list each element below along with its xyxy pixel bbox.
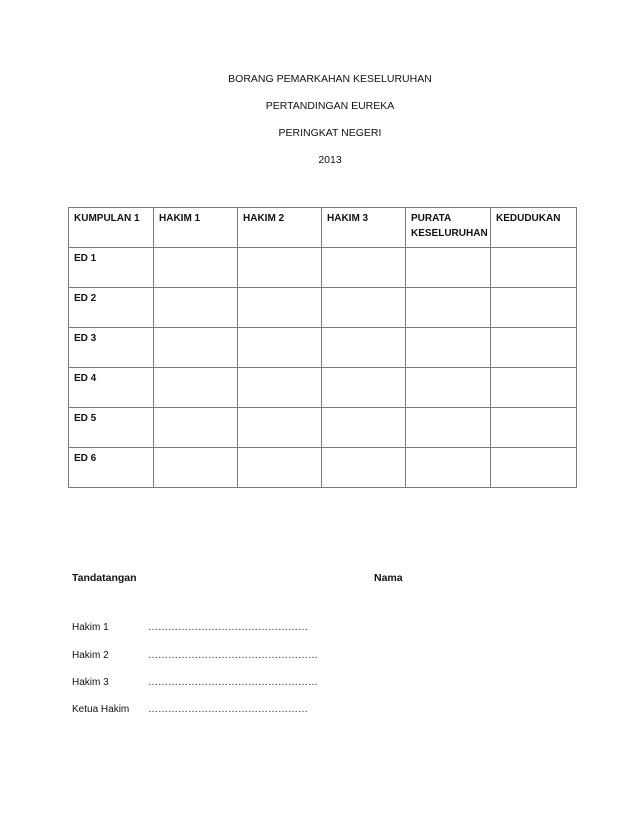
level-title: PERINGKAT NEGERI	[278, 127, 382, 139]
score-cell	[322, 408, 406, 448]
score-cell	[491, 368, 577, 408]
table-header-row	[69, 208, 577, 248]
score-cell	[491, 248, 577, 288]
signature-heading: Tandatangan	[72, 572, 137, 584]
signature-dotted-line: …………………………………………	[148, 622, 308, 633]
signature-label: Hakim 2	[72, 650, 109, 661]
table-row	[69, 248, 577, 288]
table-row	[69, 288, 577, 328]
row-label: ED 6	[69, 448, 154, 488]
score-cell	[154, 288, 238, 328]
score-cell	[322, 368, 406, 408]
table-row	[69, 408, 577, 448]
signature-line	[72, 704, 308, 715]
column-header: KUMPULAN 1	[69, 208, 154, 248]
signature-label: Hakim 3	[72, 677, 109, 688]
column-header: HAKIM 2	[238, 208, 322, 248]
score-cell	[322, 448, 406, 488]
year-title: 2013	[318, 154, 342, 166]
score-cell	[322, 248, 406, 288]
score-cell	[406, 408, 491, 448]
signature-line	[72, 650, 318, 661]
competition-title: PERTANDINGAN EUREKA	[265, 100, 395, 112]
score-cell	[491, 288, 577, 328]
score-cell	[322, 288, 406, 328]
signature-line	[72, 622, 308, 633]
score-cell	[154, 408, 238, 448]
score-cell	[154, 328, 238, 368]
score-cell	[491, 448, 577, 488]
score-cell	[154, 368, 238, 408]
score-cell	[406, 328, 491, 368]
score-cell	[322, 328, 406, 368]
score-cell	[491, 408, 577, 448]
table-row	[69, 328, 577, 368]
signature-line	[72, 677, 318, 688]
signature-dotted-line: …………………………………………	[148, 704, 308, 715]
score-cell	[491, 328, 577, 368]
score-cell	[406, 288, 491, 328]
column-header: HAKIM 3	[322, 208, 406, 248]
signature-label: Hakim 1	[72, 622, 109, 633]
score-cell	[238, 368, 322, 408]
score-cell	[154, 248, 238, 288]
score-table	[68, 207, 577, 488]
score-cell	[154, 448, 238, 488]
column-header: HAKIM 1	[154, 208, 238, 248]
score-cell	[238, 408, 322, 448]
score-cell	[238, 328, 322, 368]
form-title: BORANG PEMARKAHAN KESELURUHAN	[228, 73, 432, 85]
score-cell	[238, 448, 322, 488]
signature-dotted-line: ……………………………………………	[148, 677, 318, 688]
score-cell	[406, 368, 491, 408]
signature-label: Ketua Hakim	[72, 704, 130, 715]
score-cell	[406, 448, 491, 488]
column-header: KEDUDUKAN	[491, 208, 577, 248]
row-label: ED 4	[69, 368, 154, 408]
name-heading: Nama	[374, 572, 403, 584]
score-cell	[238, 248, 322, 288]
score-cell	[238, 288, 322, 328]
column-header: PURATA KESELURUHAN	[406, 208, 491, 248]
row-label: ED 2	[69, 288, 154, 328]
row-label: ED 3	[69, 328, 154, 368]
score-cell	[406, 248, 491, 288]
table-row	[69, 368, 577, 408]
row-label: ED 1	[69, 248, 154, 288]
table-row	[69, 448, 577, 488]
signature-dotted-line: ……………………………………………	[148, 650, 318, 661]
row-label: ED 5	[69, 408, 154, 448]
